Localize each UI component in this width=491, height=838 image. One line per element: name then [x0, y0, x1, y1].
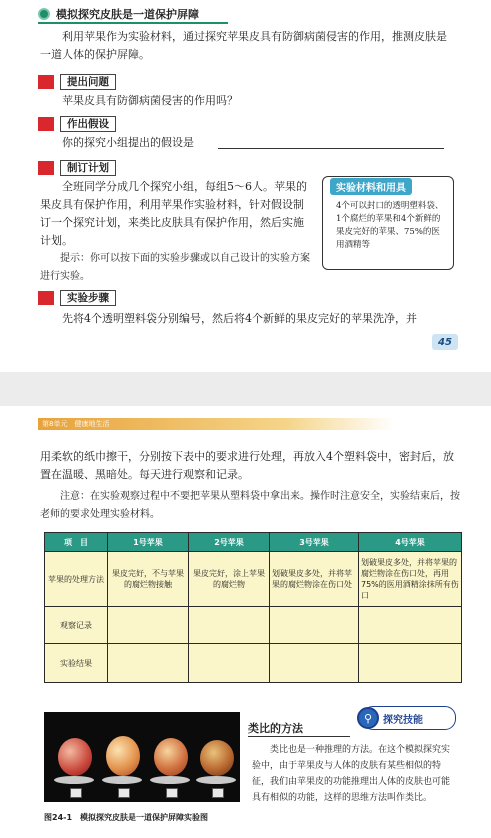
header-steps: 实验步骤: [38, 290, 116, 306]
observation-cell[interactable]: [359, 607, 462, 644]
magnifier-icon: ⚲: [357, 707, 379, 729]
header-marker: [38, 161, 54, 175]
table-cell: 实验结果: [45, 644, 108, 683]
table-header-cell: 1号苹果: [108, 533, 189, 552]
result-cell[interactable]: [270, 644, 359, 683]
header-marker: [38, 75, 54, 89]
page-gap: [0, 372, 491, 406]
materials-text: 4个可以封口的透明塑料袋、1个腐烂的苹果和4个新鲜的果皮完好的苹果、75%的医用酒精等: [336, 201, 444, 250]
unit-label: 第8单元 健康地生活: [42, 420, 110, 428]
plate: [150, 776, 190, 784]
intro-text: 利用苹果作为实验材料，通过探究苹果皮具有防御病菌侵害的作用，推测皮肤是一道人体的保护屏障。: [40, 30, 447, 61]
experiment-table: [44, 532, 462, 683]
tag-1: [70, 788, 82, 798]
bullet-icon: [38, 8, 50, 20]
section-title: 模拟探究皮肤是一道保护屏障: [38, 6, 199, 22]
analogy-title: 类比的方法: [248, 722, 303, 735]
apple-2: [106, 736, 140, 776]
table-header-row: [45, 533, 462, 552]
tag-2: [118, 788, 130, 798]
page-number: 45: [432, 334, 458, 350]
tag-3: [166, 788, 178, 798]
apple-1: [58, 738, 92, 776]
apple-photo: [44, 712, 240, 802]
plan-text: 全班同学分成几个探究小组，每组5～6人。苹果的果皮具有保护作用，利用苹果作实验材料，针对假设制订一个探究计划，来类比皮肤具有保护作用，然后实施计划。: [40, 180, 307, 247]
table-row: [45, 552, 462, 607]
table-cell: 观察记录: [45, 607, 108, 644]
plan-hint: 提示：你可以按下面的实验步骤或以自己设计的实验方案进行实验。: [40, 253, 310, 282]
header-question: 提出问题: [38, 74, 116, 90]
plate: [54, 776, 94, 784]
result-cell[interactable]: [108, 644, 189, 683]
question-text: 苹果皮具有防御病菌侵害的作用吗？: [62, 94, 238, 107]
table-cell: 果皮完好，不与苹果的腐烂物接触: [108, 552, 189, 607]
analogy-underline: [248, 736, 350, 737]
table-cell: 划破果皮多处，并将苹果的腐烂物涂在伤口处: [270, 552, 359, 607]
materials-title: 实验材料和用具: [330, 178, 412, 195]
header-plan: 制订计划: [38, 160, 116, 176]
table-header-cell: 项 目: [45, 533, 108, 552]
table-header-cell: 3号苹果: [270, 533, 359, 552]
plate: [196, 776, 236, 784]
table-row: [45, 607, 462, 644]
header-hypothesis: 作出假设: [38, 116, 116, 132]
photo-caption: 图24-1 模拟探究皮肤是一道保护屏障实验图: [44, 813, 209, 822]
note-text: 注意：在实验观察过程中不要把苹果从塑料袋中拿出来。操作时注意安全，实验结束后，按老师的要求处理实验材料。: [40, 491, 460, 520]
header-marker: [38, 291, 54, 305]
hypothesis-text: 你的探究小组提出的假设是: [62, 136, 194, 149]
header-marker: [38, 117, 54, 131]
analogy-text: 类比也是一种推理的方法。在这个模拟探究实验中，由于苹果皮与人体的皮肤有某些相似的特征，我们由苹果皮的功能推理出人体的皮肤也可能具有相似的功能，这样的思维方法叫作类比。: [252, 745, 451, 803]
table-row: [45, 644, 462, 683]
skill-badge: ⚲ 探究技能: [362, 706, 456, 730]
result-cell[interactable]: [189, 644, 270, 683]
plate: [102, 776, 142, 784]
table-cell: 苹果的处理方法: [45, 552, 108, 607]
observation-cell[interactable]: [108, 607, 189, 644]
section-underline: [38, 22, 228, 24]
hypothesis-blank[interactable]: [218, 148, 444, 149]
table-cell: 果皮完好，涂上苹果的腐烂物: [189, 552, 270, 607]
table-cell: 划破果皮多处，并将苹果的腐烂物涂在伤口处，再用75%的医用酒精涂抹所有伤口: [359, 552, 462, 607]
table-header-cell: 2号苹果: [189, 533, 270, 552]
observation-cell[interactable]: [189, 607, 270, 644]
apple-3: [154, 738, 188, 776]
result-cell[interactable]: [359, 644, 462, 683]
steps-text-2: 用柔软的纸巾擦干，分别按下表中的要求进行处理，再放入4个塑料袋中，密封后，放置在温暖、黑暗处。每天进行观察和记录。: [40, 450, 454, 481]
tag-4: [212, 788, 224, 798]
observation-cell[interactable]: [270, 607, 359, 644]
apple-4: [200, 740, 234, 776]
steps-text-1: 先将4个透明塑料袋分别编号，然后将4个新鲜的果皮完好的苹果洗净，并: [62, 312, 417, 325]
table-header-cell: 4号苹果: [359, 533, 462, 552]
